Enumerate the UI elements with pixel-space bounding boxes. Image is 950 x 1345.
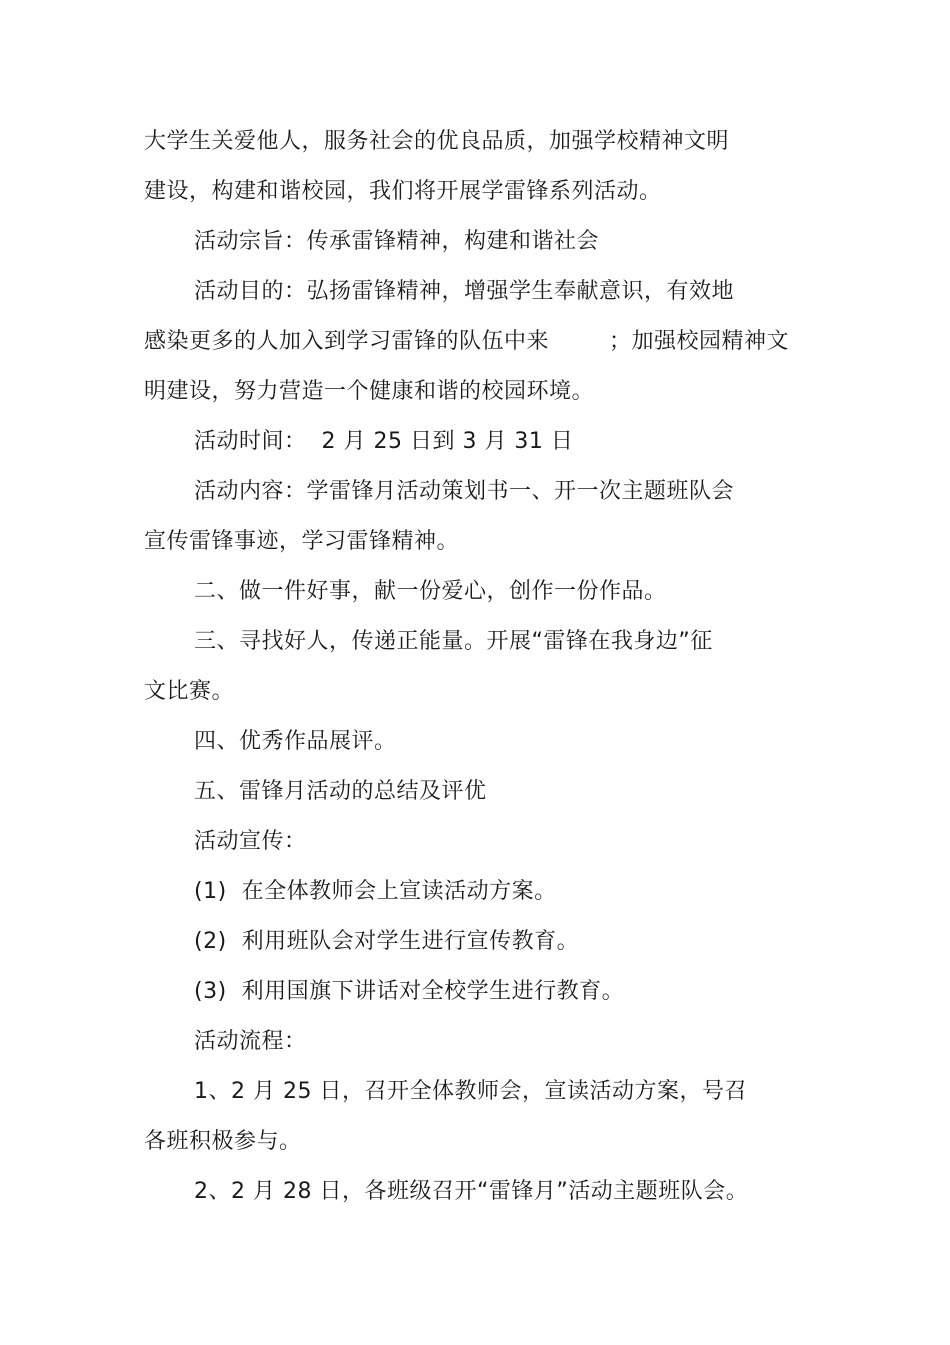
text-line: 感染更多的人加入到学习雷锋的队伍中来 ；加强校园精神文	[144, 329, 789, 354]
text-line: 宣传雷锋事迹，学习雷锋精神。	[144, 529, 460, 554]
list-item: 二、做一件好事，献一份爱心，创作一份作品。	[194, 579, 667, 604]
list-item: (3) 利用国旗下讲话对全校学生进行教育。	[194, 979, 625, 1004]
section-heading: 活动流程：	[194, 1029, 307, 1054]
list-item: (1) 在全体教师会上宣读活动方案。	[194, 879, 557, 904]
section-heading: 活动宣传：	[194, 829, 307, 854]
goal-line: 活动目的：弘扬雷锋精神，增强学生奉献意识，有效地	[194, 279, 735, 304]
list-item: 2、2 月 28 日，各班级召开“雷锋月”活动主题班队会。	[194, 1179, 749, 1204]
time-line: 活动时间： 2 月 25 日到 3 月 31 日	[194, 429, 574, 454]
list-item: 1、2 月 25 日，召开全体教师会，宣读活动方案，号召	[194, 1079, 747, 1104]
list-item: 五、雷锋月活动的总结及评优	[194, 779, 487, 804]
list-item: (2) 利用班队会对学生进行宣传教育。	[194, 929, 580, 954]
text-line: 文比赛。	[144, 679, 235, 704]
content-line: 活动内容：学雷锋月活动策划书一、开一次主题班队会	[194, 479, 735, 504]
text-line: 明建设，努力营造一个健康和谐的校园环境。	[144, 379, 595, 404]
list-item: 三、寻找好人，传递正能量。开展“雷锋在我身边”征	[194, 629, 713, 654]
text-line: 各班积极参与。	[144, 1129, 302, 1154]
list-item: 四、优秀作品展评。	[194, 729, 397, 754]
purpose-line: 活动宗旨：传承雷锋精神，构建和谐社会	[194, 229, 600, 254]
text-line: 大学生关爱他人，服务社会的优良品质，加强学校精神文明	[144, 129, 730, 154]
text-line: 建设，构建和谐校园，我们将开展学雷锋系列活动。	[144, 179, 662, 204]
